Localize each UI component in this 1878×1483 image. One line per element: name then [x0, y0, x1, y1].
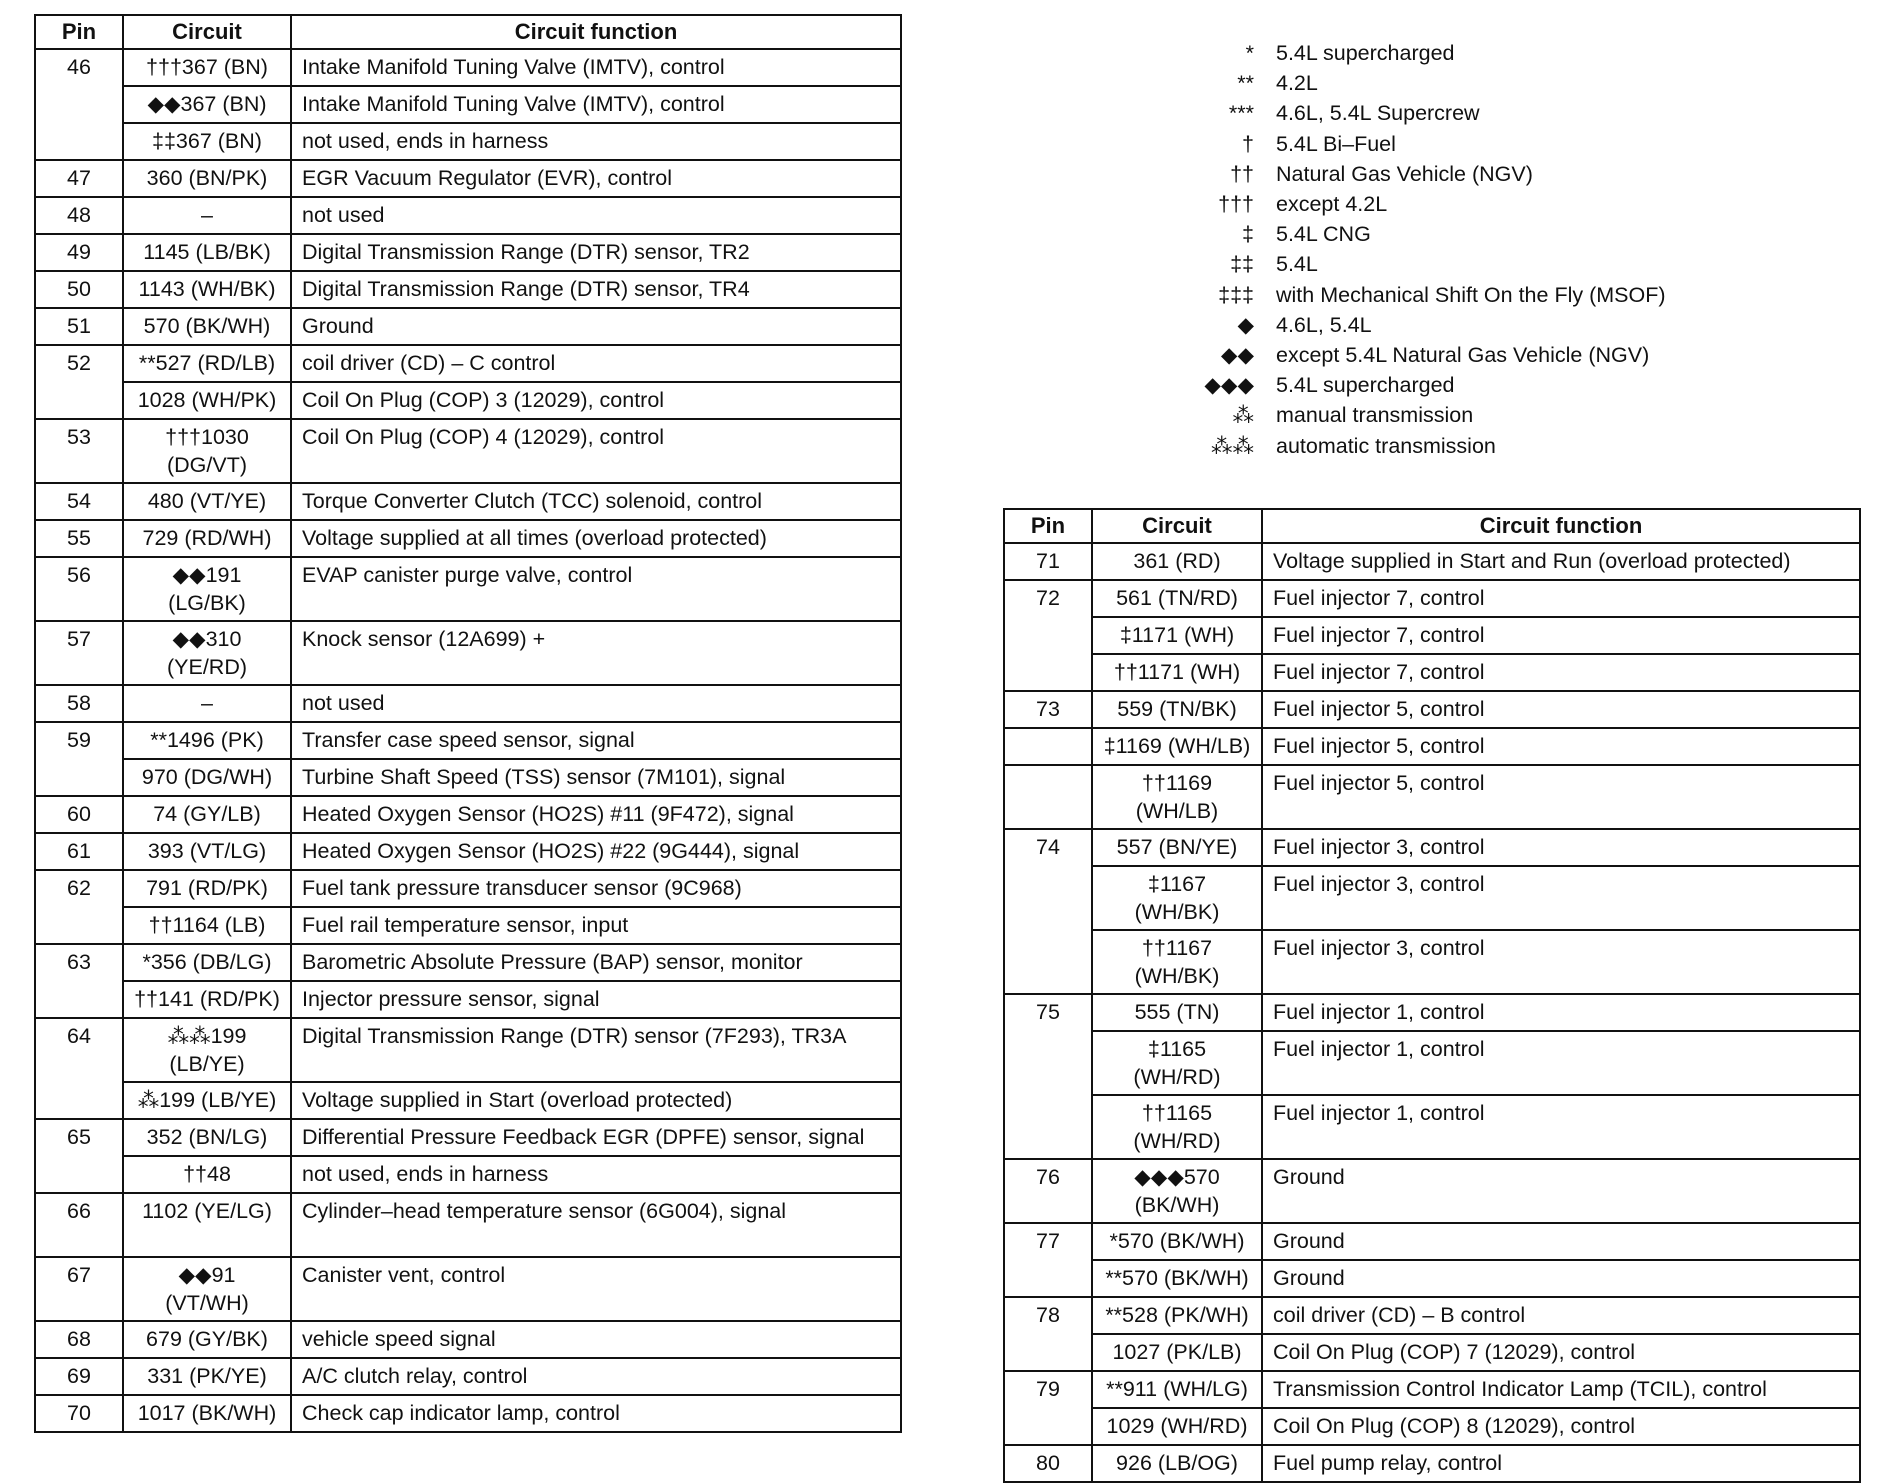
table-row — [35, 49, 901, 86]
table-row — [1004, 617, 1860, 654]
pin-cell — [1004, 728, 1092, 765]
pin-cell: 62 — [35, 870, 123, 944]
circuit-cell: **527 (RD/LB) — [123, 345, 291, 382]
function-cell: not used, ends in harness — [291, 123, 901, 160]
circuit-cell: 352 (BN/LG) — [123, 1119, 291, 1156]
table-row — [35, 870, 901, 907]
pin-cell: 71 — [1004, 543, 1092, 580]
table-row — [1004, 765, 1860, 829]
circuit-cell: ‡‡367 (BN) — [123, 123, 291, 160]
legend-symbol: ‡ — [1242, 222, 1254, 247]
table-row — [1004, 728, 1860, 765]
table-row — [35, 345, 901, 382]
function-cell: Canister vent, control — [291, 1257, 901, 1321]
table-row — [35, 1119, 901, 1156]
table-row — [35, 1193, 901, 1257]
header-function: Circuit function — [1262, 509, 1860, 543]
circuit-cell: **1496 (PK) — [123, 722, 291, 759]
pin-cell: 48 — [35, 197, 123, 234]
table-row — [1004, 543, 1860, 580]
table-row — [35, 123, 901, 160]
table-row — [35, 1321, 901, 1358]
circuit-cell: 360 (BN/PK) — [123, 160, 291, 197]
function-cell: Fuel injector 5, control — [1262, 728, 1860, 765]
left-pin-table — [34, 14, 902, 1433]
pin-cell: 57 — [35, 621, 123, 685]
circuit-cell: 361 (RD) — [1092, 543, 1262, 580]
table-row — [1004, 1260, 1860, 1297]
circuit-cell: ◆◆◆570 (BK/WH) — [1092, 1159, 1262, 1223]
pin-cell: 60 — [35, 796, 123, 833]
function-cell: Ground — [1262, 1260, 1860, 1297]
circuit-cell: ††1167 (WH/BK) — [1092, 930, 1262, 994]
pin-cell: 69 — [35, 1358, 123, 1395]
table-row — [35, 833, 901, 870]
legend-symbol: ⁂⁂ — [1211, 433, 1254, 458]
function-cell: Ground — [291, 308, 901, 345]
function-cell: Digital Transmission Range (DTR) sensor, TR2 — [291, 234, 901, 271]
legend-text: Natural Gas Vehicle (NGV) — [1276, 161, 1533, 186]
circuit-cell: 570 (BK/WH) — [123, 308, 291, 345]
pin-cell: 54 — [35, 483, 123, 520]
table-row — [35, 234, 901, 271]
circuit-cell: **528 (PK/WH) — [1092, 1297, 1262, 1334]
header-row — [1004, 509, 1860, 543]
circuit-cell: **570 (BK/WH) — [1092, 1260, 1262, 1297]
table-row — [35, 981, 901, 1018]
circuit-cell: 557 (BN/YE) — [1092, 829, 1262, 866]
legend-item — [1150, 280, 1666, 310]
pin-cell: 64 — [35, 1018, 123, 1119]
circuit-cell: 1029 (WH/RD) — [1092, 1408, 1262, 1445]
table-row — [35, 722, 901, 759]
circuit-cell: ††1169 (WH/LB) — [1092, 765, 1262, 829]
circuit-cell: 1017 (BK/WH) — [123, 1395, 291, 1432]
pin-cell: 78 — [1004, 1297, 1092, 1371]
pin-cell: 68 — [35, 1321, 123, 1358]
pin-cell: 46 — [35, 49, 123, 160]
table-row — [1004, 1223, 1860, 1260]
function-cell: Coil On Plug (COP) 4 (12029), control — [291, 419, 901, 483]
function-cell: coil driver (CD) – C control — [291, 345, 901, 382]
legend-item — [1150, 249, 1666, 279]
pin-cell: 47 — [35, 160, 123, 197]
legend-item — [1150, 159, 1666, 189]
function-cell: Torque Converter Clutch (TCC) solenoid, control — [291, 483, 901, 520]
table-row — [1004, 829, 1860, 866]
function-cell: Fuel injector 7, control — [1262, 617, 1860, 654]
function-cell: Fuel pump relay, control — [1262, 1445, 1860, 1482]
legend-item — [1150, 98, 1666, 128]
function-cell: Fuel injector 3, control — [1262, 829, 1860, 866]
legend-symbol: ◆ — [1237, 312, 1254, 337]
function-cell: Coil On Plug (COP) 3 (12029), control — [291, 382, 901, 419]
circuit-cell: *356 (DB/LG) — [123, 944, 291, 981]
function-cell: Transfer case speed sensor, signal — [291, 722, 901, 759]
circuit-cell: ⁂⁂199 (LB/YE) — [123, 1018, 291, 1082]
legend-item — [1150, 129, 1666, 159]
pin-cell: 51 — [35, 308, 123, 345]
function-cell: Coil On Plug (COP) 7 (12029), control — [1262, 1334, 1860, 1371]
legend-item — [1150, 189, 1666, 219]
table-row — [35, 1257, 901, 1321]
table-row — [1004, 1095, 1860, 1159]
pin-cell: 52 — [35, 345, 123, 419]
function-cell: Digital Transmission Range (DTR) sensor, TR4 — [291, 271, 901, 308]
function-cell: Coil On Plug (COP) 8 (12029), control — [1262, 1408, 1860, 1445]
table-row — [35, 685, 901, 722]
pin-cell: 73 — [1004, 691, 1092, 728]
pin-cell: 80 — [1004, 1445, 1092, 1482]
circuit-cell: 926 (LB/OG) — [1092, 1445, 1262, 1482]
circuit-cell: 970 (DG/WH) — [123, 759, 291, 796]
pin-cell: 61 — [35, 833, 123, 870]
table-row — [35, 621, 901, 685]
function-cell: Fuel tank pressure transducer sensor (9C968) — [291, 870, 901, 907]
legend-text: 5.4L supercharged — [1276, 373, 1455, 398]
function-cell: Fuel injector 3, control — [1262, 866, 1860, 930]
table-row — [35, 419, 901, 483]
function-cell: vehicle speed signal — [291, 1321, 901, 1358]
legend-item — [1150, 38, 1666, 68]
function-cell: Intake Manifold Tuning Valve (IMTV), control — [291, 49, 901, 86]
function-cell: Fuel injector 5, control — [1262, 765, 1860, 829]
pin-cell: 56 — [35, 557, 123, 621]
legend-text: except 5.4L Natural Gas Vehicle (NGV) — [1276, 343, 1650, 368]
circuit-cell: ‡1171 (WH) — [1092, 617, 1262, 654]
legend-text: with Mechanical Shift On the Fly (MSOF) — [1276, 282, 1666, 307]
circuit-cell: ◆◆310 (YE/RD) — [123, 621, 291, 685]
function-cell: Ground — [1262, 1159, 1860, 1223]
function-cell: not used, ends in harness — [291, 1156, 901, 1193]
symbol-legend — [1150, 38, 1666, 461]
table-row — [1004, 654, 1860, 691]
pin-cell: 55 — [35, 520, 123, 557]
table-row — [35, 1395, 901, 1432]
function-cell: Heated Oxygen Sensor (HO2S) #22 (9G444), signal — [291, 833, 901, 870]
table-row — [35, 520, 901, 557]
pin-cell: 76 — [1004, 1159, 1092, 1223]
circuit-cell: 679 (GY/BK) — [123, 1321, 291, 1358]
circuit-cell: ‡1169 (WH/LB) — [1092, 728, 1262, 765]
pin-cell: 75 — [1004, 994, 1092, 1159]
function-cell: Ground — [1262, 1223, 1860, 1260]
legend-symbol: ‡‡‡ — [1218, 282, 1254, 307]
function-cell: Differential Pressure Feedback EGR (DPFE) sensor, signal — [291, 1119, 901, 1156]
legend-symbol: ◆◆ — [1220, 343, 1254, 368]
circuit-cell: ‡1167 (WH/BK) — [1092, 866, 1262, 930]
table-row — [1004, 930, 1860, 994]
function-cell: Check cap indicator lamp, control — [291, 1395, 901, 1432]
circuit-cell: 1143 (WH/BK) — [123, 271, 291, 308]
circuit-cell: **911 (WH/LG) — [1092, 1371, 1262, 1408]
header-row — [35, 15, 901, 49]
table-row — [1004, 1297, 1860, 1334]
legend-item — [1150, 400, 1666, 430]
table-row — [35, 796, 901, 833]
function-cell: EVAP canister purge valve, control — [291, 557, 901, 621]
header-pin: Pin — [35, 15, 123, 49]
table-row — [1004, 866, 1860, 930]
legend-item — [1150, 219, 1666, 249]
circuit-cell: 1028 (WH/PK) — [123, 382, 291, 419]
circuit-cell: 1102 (YE/LG) — [123, 1193, 291, 1257]
table-row — [35, 1018, 901, 1082]
circuit-cell: ††141 (RD/PK) — [123, 981, 291, 1018]
circuit-cell: ◆◆91 (VT/WH) — [123, 1257, 291, 1321]
header-pin: Pin — [1004, 509, 1092, 543]
circuit-cell: ††48 — [123, 1156, 291, 1193]
circuit-cell: 729 (RD/WH) — [123, 520, 291, 557]
function-cell: Voltage supplied at all times (overload protected) — [291, 520, 901, 557]
pin-cell: 72 — [1004, 580, 1092, 691]
table-row — [35, 1358, 901, 1395]
function-cell: Knock sensor (12A699) + — [291, 621, 901, 685]
circuit-cell: ◆◆367 (BN) — [123, 86, 291, 123]
pin-cell: 77 — [1004, 1223, 1092, 1297]
table-row — [35, 557, 901, 621]
table-row — [35, 271, 901, 308]
function-cell: Intake Manifold Tuning Valve (IMTV), control — [291, 86, 901, 123]
function-cell: Turbine Shaft Speed (TSS) sensor (7M101), signal — [291, 759, 901, 796]
function-cell: Fuel injector 1, control — [1262, 1031, 1860, 1095]
function-cell: Cylinder–head temperature sensor (6G004), signal — [291, 1193, 901, 1257]
legend-text: 4.6L, 5.4L — [1276, 312, 1372, 337]
circuit-cell: 393 (VT/LG) — [123, 833, 291, 870]
table-row — [1004, 691, 1860, 728]
circuit-cell: 1145 (LB/BK) — [123, 234, 291, 271]
legend-text: 4.6L, 5.4L Supercrew — [1276, 101, 1480, 126]
circuit-cell: ◆◆191 (LG/BK) — [123, 557, 291, 621]
function-cell: A/C clutch relay, control — [291, 1358, 901, 1395]
circuit-cell: 561 (TN/RD) — [1092, 580, 1262, 617]
table-row — [1004, 580, 1860, 617]
pin-cell: 65 — [35, 1119, 123, 1193]
pin-cell — [1004, 765, 1092, 829]
table-row — [35, 308, 901, 345]
table-row — [1004, 1371, 1860, 1408]
table-row — [35, 759, 901, 796]
pin-cell: 53 — [35, 419, 123, 483]
legend-symbol: ⁂ — [1232, 403, 1254, 428]
header-circuit: Circuit — [1092, 509, 1262, 543]
pin-cell: 70 — [35, 1395, 123, 1432]
header-function: Circuit function — [291, 15, 901, 49]
circuit-cell: ††1165 (WH/RD) — [1092, 1095, 1262, 1159]
table-row — [35, 944, 901, 981]
legend-text: 5.4L Bi–Fuel — [1276, 131, 1396, 156]
function-cell: Voltage supplied in Start (overload protected) — [291, 1082, 901, 1119]
table-row — [1004, 1159, 1860, 1223]
pin-cell: 63 — [35, 944, 123, 1018]
function-cell: Digital Transmission Range (DTR) sensor (7F293), TR3A — [291, 1018, 901, 1082]
function-cell: Fuel injector 3, control — [1262, 930, 1860, 994]
function-cell: Fuel rail temperature sensor, input — [291, 907, 901, 944]
circuit-cell: 1027 (PK/LB) — [1092, 1334, 1262, 1371]
table-row — [35, 1082, 901, 1119]
circuit-cell: 555 (TN) — [1092, 994, 1262, 1031]
function-cell: Injector pressure sensor, signal — [291, 981, 901, 1018]
legend-text: 4.2L — [1276, 71, 1318, 96]
legend-item — [1150, 310, 1666, 340]
legend-symbol: †† — [1230, 161, 1254, 186]
circuit-cell: 791 (RD/PK) — [123, 870, 291, 907]
table-row — [35, 907, 901, 944]
legend-text: 5.4L — [1276, 252, 1318, 277]
legend-item — [1150, 340, 1666, 370]
circuit-cell: – — [123, 197, 291, 234]
function-cell: Fuel injector 1, control — [1262, 1095, 1860, 1159]
legend-text: manual transmission — [1276, 403, 1474, 428]
function-cell: Fuel injector 7, control — [1262, 654, 1860, 691]
function-cell: coil driver (CD) – B control — [1262, 1297, 1860, 1334]
legend-item — [1150, 68, 1666, 98]
pin-cell: 79 — [1004, 1371, 1092, 1445]
function-cell: EGR Vacuum Regulator (EVR), control — [291, 160, 901, 197]
pin-cell: 67 — [35, 1257, 123, 1321]
circuit-cell: 480 (VT/YE) — [123, 483, 291, 520]
circuit-cell: †††1030 (DG/VT) — [123, 419, 291, 483]
pin-cell: 74 — [1004, 829, 1092, 994]
table-row — [1004, 994, 1860, 1031]
circuit-cell: ††1164 (LB) — [123, 907, 291, 944]
circuit-cell: ‡1165 (WH/RD) — [1092, 1031, 1262, 1095]
legend-symbol: ‡‡ — [1230, 252, 1254, 277]
legend-text: 5.4L supercharged — [1276, 41, 1455, 65]
legend-symbol: ††† — [1218, 192, 1254, 217]
circuit-cell: 559 (TN/BK) — [1092, 691, 1262, 728]
circuit-cell: ⁂199 (LB/YE) — [123, 1082, 291, 1119]
table-row — [1004, 1408, 1860, 1445]
circuit-cell: †††367 (BN) — [123, 49, 291, 86]
table-row — [35, 382, 901, 419]
legend-symbol: ** — [1237, 71, 1254, 96]
pin-cell: 58 — [35, 685, 123, 722]
function-cell: Fuel injector 1, control — [1262, 994, 1860, 1031]
table-row — [35, 160, 901, 197]
legend-symbol: † — [1242, 131, 1254, 156]
circuit-cell: ††1171 (WH) — [1092, 654, 1262, 691]
right-pin-table — [1003, 508, 1861, 1483]
legend-symbol: *** — [1228, 101, 1254, 126]
header-circuit: Circuit — [123, 15, 291, 49]
pin-cell: 59 — [35, 722, 123, 796]
legend-symbol: ◆◆◆ — [1204, 373, 1254, 398]
pin-cell: 49 — [35, 234, 123, 271]
function-cell: not used — [291, 685, 901, 722]
circuit-cell: – — [123, 685, 291, 722]
table-row — [1004, 1031, 1860, 1095]
legend-symbol: * — [1245, 41, 1254, 65]
table-row — [35, 1156, 901, 1193]
table-row — [1004, 1334, 1860, 1371]
function-cell: Transmission Control Indicator Lamp (TCIL), control — [1262, 1371, 1860, 1408]
legend-text: 5.4L CNG — [1276, 222, 1371, 247]
legend-item — [1150, 370, 1666, 400]
legend-text: except 4.2L — [1276, 192, 1388, 217]
circuit-cell: *570 (BK/WH) — [1092, 1223, 1262, 1260]
table-row — [35, 86, 901, 123]
legend-item — [1150, 431, 1666, 461]
table-row — [1004, 1445, 1860, 1482]
table-row — [35, 483, 901, 520]
function-cell: Fuel injector 7, control — [1262, 580, 1860, 617]
function-cell: Barometric Absolute Pressure (BAP) sensor, monitor — [291, 944, 901, 981]
circuit-cell: 331 (PK/YE) — [123, 1358, 291, 1395]
function-cell: Heated Oxygen Sensor (HO2S) #11 (9F472), signal — [291, 796, 901, 833]
function-cell: Fuel injector 5, control — [1262, 691, 1860, 728]
legend-text: automatic transmission — [1276, 433, 1496, 458]
table-row — [35, 197, 901, 234]
function-cell: Voltage supplied in Start and Run (overload protected) — [1262, 543, 1860, 580]
pin-cell: 66 — [35, 1193, 123, 1257]
pin-cell: 50 — [35, 271, 123, 308]
circuit-cell: 74 (GY/LB) — [123, 796, 291, 833]
function-cell: not used — [291, 197, 901, 234]
